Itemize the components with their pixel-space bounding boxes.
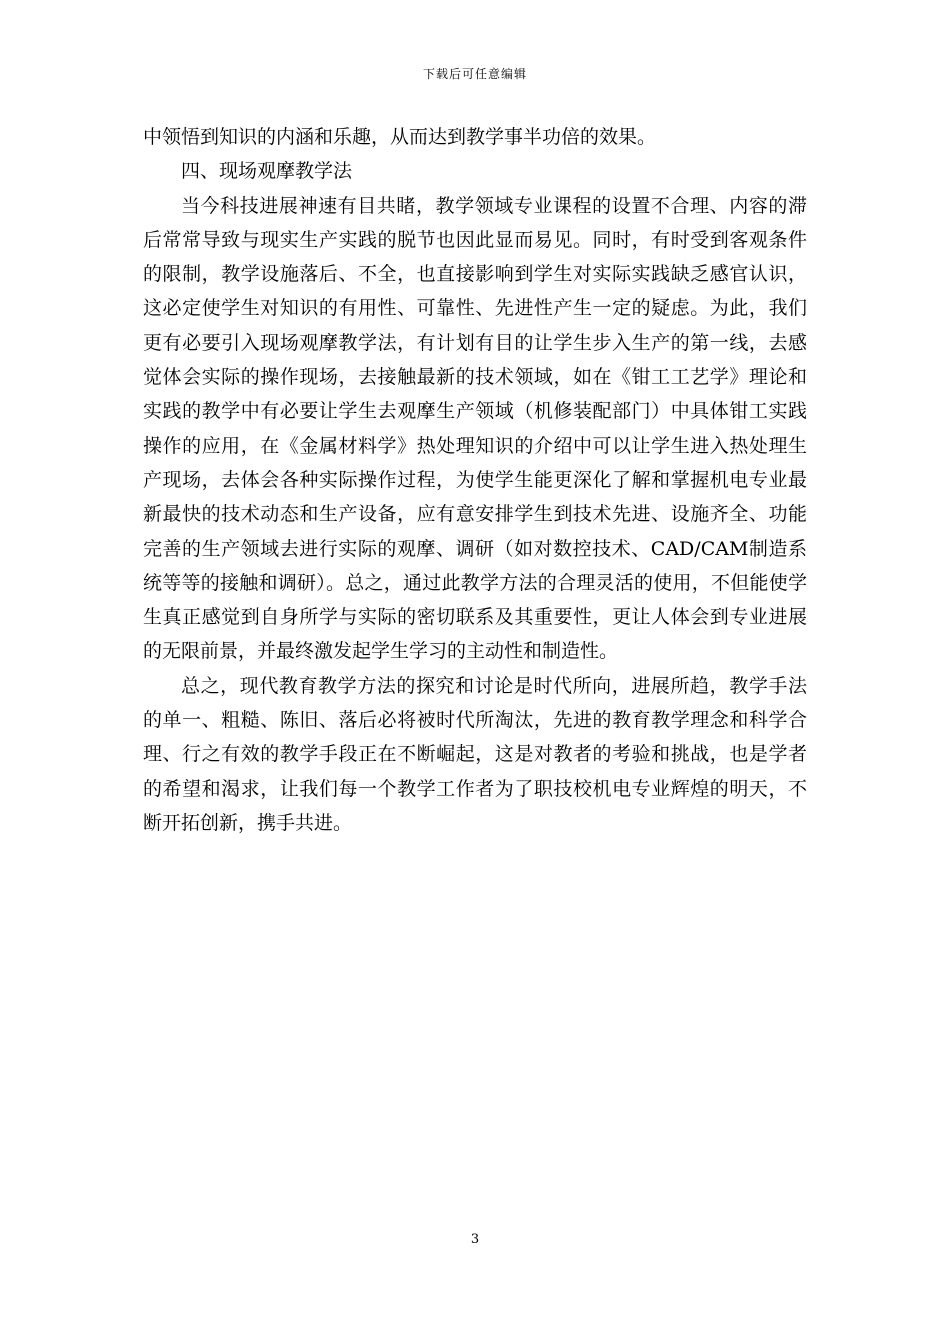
- page-header: 下载后可任意编辑: [422, 67, 527, 81]
- section-heading: 四、现场观摩教学法: [181, 160, 353, 183]
- page-number: 3: [470, 1232, 480, 1247]
- body-paragraph: 中领悟到知识的内涵和乐趣，从而达到教学事半功倍的效果。: [143, 126, 657, 148]
- body-paragraph: 总之，现代教育教学方法的探究和讨论是时代所向，进展所趋，教学手法的单一、粗糙、陈旧、落后必将被时代所淘汰，先进的教育教学理念和科学合理、行之有效的教学手段正在不断崛起，这是对教者的考验和挑战，也是学者的希望和渴求，让我们每一个教学工作者为了职技校机电专业辉煌的明天，不断开拓创新，携手共进。: [143, 674, 807, 834]
- body-paragraph: 当今科技进展神速有目共睹，教学领域专业课程的设置不合理、内容的滞后常常导致与现实生产实践的脱节也因此显而易见。同时，有时受到客观条件的限制，教学设施落后、不全，也直接影响到学生对实际实践缺乏感官认识，这必定使学生对知识的有用性、可靠性、先进性产生一定的疑虑。为此，我们更有必要引入现场观摩教学法，有计划有目的让学生步入生产的第一线，去感觉体会实际的操作现场，去接触最新的技术领域，如在《钳工工艺学》理论和实践的教学中有必要让学生去观摩生产领域（机修装配部门）中具体钳工实践操作的应用，在《金属材料学》热处理知识的介绍中可以让学生进入热处理生产现场，去体会各种实际操作过程，为使学生能更深化了解和掌握机电专业最新最快的技术动态和生产设备，应有意安排学生到技术先进、设施齐全、功能完善的生产领域去进行实际的观摩、调研（如对数控技术、CAD/CAM制造系统等等的接触和调研）。总之，通过此教学方法的合理灵活的使用，不但能使学生真正感觉到自身所学与实际的密切联系及其重要性，更让人体会到专业进展的无限前景，并最终激发起学生学习的主动性和制造性。: [143, 194, 807, 663]
- document-body: [143, 120, 807, 840]
